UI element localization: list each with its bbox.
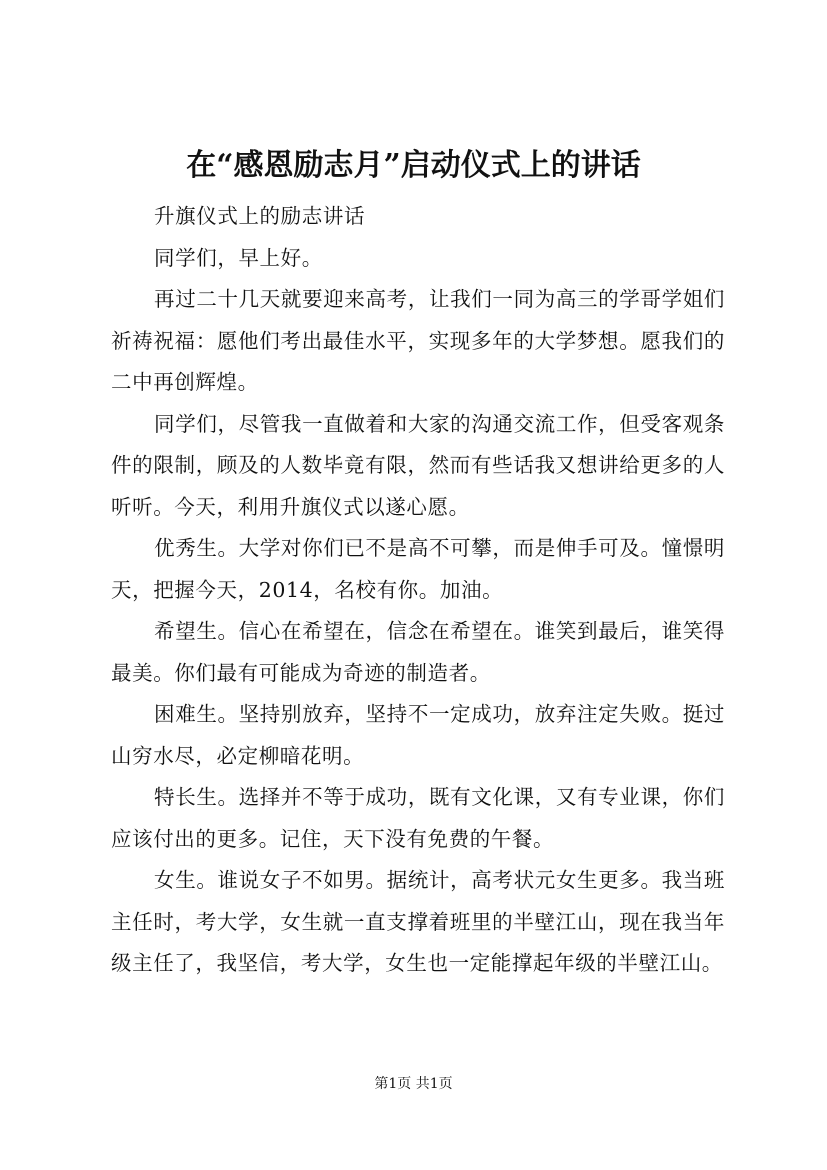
body-paragraph: 希望生。信心在希望在，信念在希望在。谁笑到最后，谁笑得最美。你们最有可能成为奇迹的制造者。 [111, 619, 725, 685]
greeting-paragraph: 同学们，早上好。 [154, 245, 323, 270]
page-number-footer: 第1页 共1页 [374, 1076, 453, 1092]
body-paragraph: 同学们，尽管我一直做着和大家的沟通交流工作，但受客观条件的限制，顾及的人数毕竟有限，然而有些话我又想讲给更多的人听听。今天，利用升旗仪式以遂心愿。 [111, 411, 725, 519]
body-paragraph: 特长生。选择并不等于成功，既有文化课，又有专业课，你们应该付出的更多。记住，天下没有免费的午餐。 [111, 785, 725, 851]
document-title: 在“感恩励志月”启动仪式上的讲话 [186, 148, 641, 183]
body-paragraph: 优秀生。大学对你们已不是高不可攀，而是伸手可及。憧憬明天，把握今天，2014，名校有你。加油。 [111, 536, 725, 602]
body-paragraph: 再过二十几天就要迎来高考，让我们一同为高三的学哥学姐们祈祷祝福：愿他们考出最佳水平，实现多年的大学梦想。愿我们的二中再创辉煌。 [111, 287, 725, 394]
body-paragraph: 女生。谁说女子不如男。据统计，高考状元女生更多。我当班主任时，考大学，女生就一直支撑着班里的半壁江山，现在我当年级主任了，我坚信，考大学，女生也一定能撑起年级的半壁江山。 [111, 868, 725, 975]
document-body [111, 196, 725, 985]
subtitle-paragraph: 升旗仪式上的励志讲话 [154, 204, 366, 228]
body-paragraph: 困难生。坚持别放弃，坚持不一定成功，放弃注定失败。挺过山穷水尽，必定柳暗花明。 [111, 702, 725, 768]
